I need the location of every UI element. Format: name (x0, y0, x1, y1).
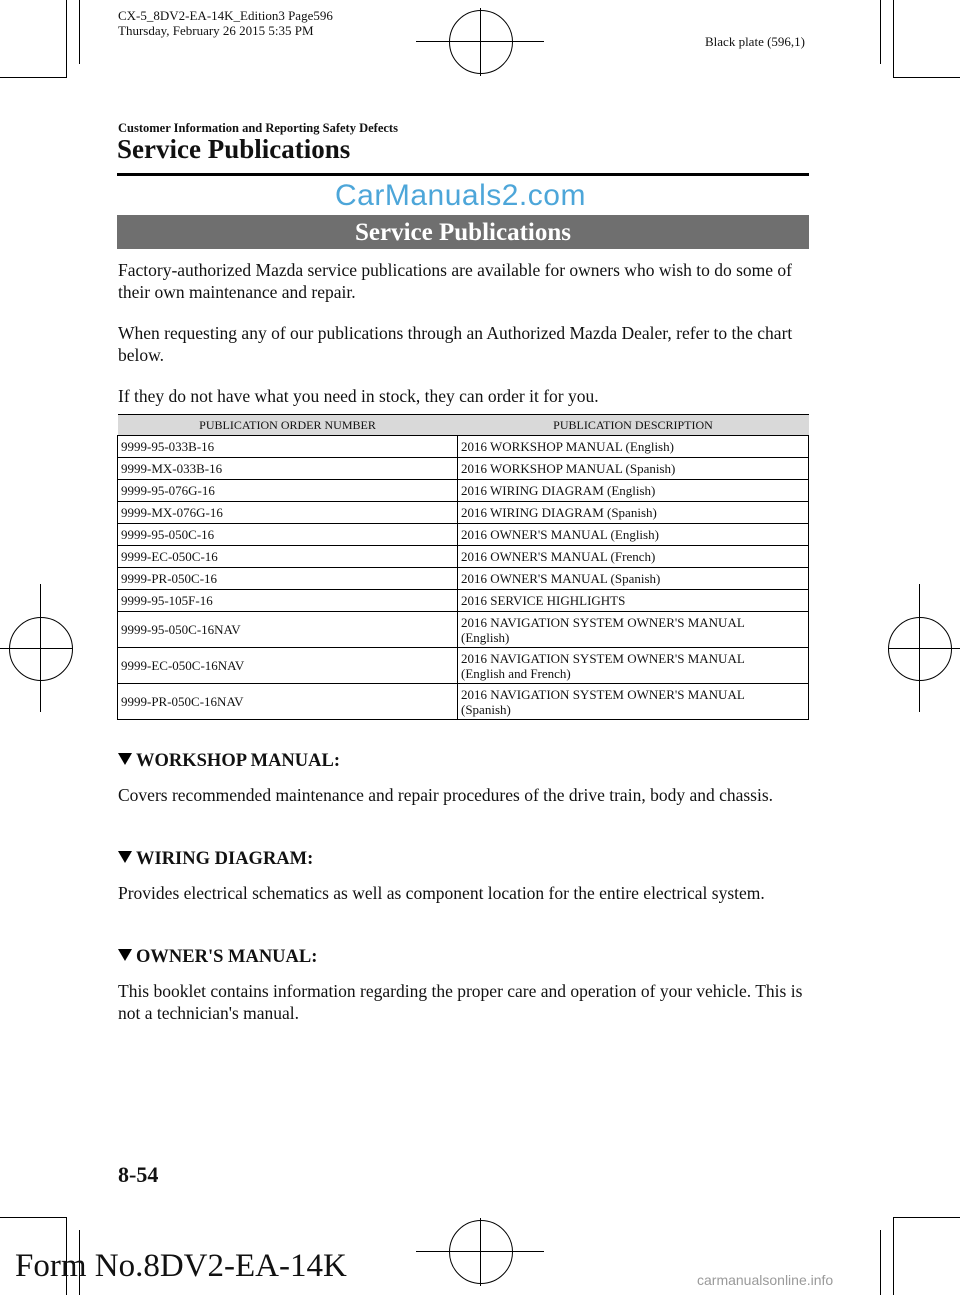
order-number-cell: 9999-EC-050C-16 (118, 546, 458, 568)
description-cell: 2016 OWNER'S MANUAL (English) (458, 524, 809, 546)
table-row (118, 546, 809, 568)
description-line: 2016 NAVIGATION SYSTEM OWNER'S MANUAL (461, 686, 745, 702)
description-language: (English) (461, 629, 510, 645)
description-cell (458, 612, 809, 648)
column-header-order-number: PUBLICATION ORDER NUMBER (118, 415, 458, 436)
wiring-diagram-body: Provides electrical schematics as well as component location for the entire electrical system. (118, 883, 765, 903)
order-number-cell: 9999-PR-050C-16NAV (118, 684, 458, 720)
order-number-cell: 9999-95-076G-16 (118, 480, 458, 502)
register-circle-icon (449, 10, 513, 74)
table-row (118, 502, 809, 524)
order-number-cell: 9999-95-105F-16 (118, 590, 458, 612)
crop-mark (880, 0, 881, 64)
print-file-line: CX-5_8DV2-EA-14K_Edition3 Page596 (118, 8, 333, 23)
watermark-logo: CarManuals2.com (335, 179, 586, 212)
description-cell: 2016 WIRING DIAGRAM (English) (458, 480, 809, 502)
order-number-cell: 9999-95-050C-16NAV (118, 612, 458, 648)
description-cell: 2016 WORKSHOP MANUAL (English) (458, 436, 809, 458)
intro-paragraph: Factory-authorized Mazda service publications are available for owners who wish to do some of their own maintenance and repair. (118, 260, 793, 302)
table-row (118, 480, 809, 502)
publications-table (117, 414, 809, 720)
crop-mark (880, 1230, 881, 1295)
table-row (118, 436, 809, 458)
crop-mark (894, 77, 960, 78)
table-row (118, 568, 809, 590)
description-cell: 2016 SERVICE HIGHLIGHTS (458, 590, 809, 612)
table-row (118, 524, 809, 546)
title-rule (117, 173, 809, 176)
intro-paragraph: When requesting any of our publications through an Authorized Mazda Dealer, refer to the chart below. (118, 323, 793, 365)
register-circle-icon (449, 1220, 513, 1284)
table-row (118, 590, 809, 612)
triangle-bullet-icon (118, 753, 132, 765)
description-cell: 2016 OWNER'S MANUAL (Spanish) (458, 568, 809, 590)
crop-mark (893, 1217, 894, 1295)
order-number-cell: 9999-EC-050C-16NAV (118, 648, 458, 684)
site-credit: carmanualsonline.info (697, 1272, 834, 1288)
triangle-bullet-icon (118, 949, 132, 961)
section-label: Customer Information and Reporting Safety Defects (118, 121, 398, 135)
workshop-manual-heading: WORKSHOP MANUAL: (118, 751, 340, 772)
description-cell: 2016 WORKSHOP MANUAL (Spanish) (458, 458, 809, 480)
order-number-cell: 9999-95-033B-16 (118, 436, 458, 458)
column-header-description: PUBLICATION DESCRIPTION (458, 415, 809, 436)
description-line: 2016 NAVIGATION SYSTEM OWNER'S MANUAL (461, 614, 745, 630)
description-language: (English and French) (461, 665, 571, 681)
owners-manual-body: This booklet contains information regarding the proper care and operation of your vehicle. This is not a technician's manual. (118, 981, 803, 1023)
owners-manual-heading: OWNER'S MANUAL: (118, 947, 317, 968)
intro-paragraph: If they do not have what you need in stock, they can order it for you. (118, 386, 599, 406)
register-circle-icon (888, 617, 952, 681)
table-row (118, 458, 809, 480)
form-number: Form No.8DV2-EA-14K (15, 1248, 347, 1284)
page-number: 8-54 (118, 1162, 159, 1187)
description-line: 2016 NAVIGATION SYSTEM OWNER'S MANUAL (461, 650, 745, 666)
crop-mark (0, 77, 66, 78)
table-row (118, 648, 809, 684)
print-date-line: Thursday, February 26 2015 5:35 PM (118, 23, 314, 38)
description-language: (Spanish) (461, 701, 511, 717)
triangle-bullet-icon (118, 851, 132, 863)
table-header-row (118, 415, 809, 436)
order-number-cell: 9999-95-050C-16 (118, 524, 458, 546)
order-number-cell: 9999-MX-033B-16 (118, 458, 458, 480)
description-cell (458, 648, 809, 684)
table-row (118, 684, 809, 720)
wiring-diagram-heading: WIRING DIAGRAM: (118, 849, 313, 870)
crop-mark (894, 1217, 960, 1218)
table-row (118, 612, 809, 648)
description-cell: 2016 OWNER'S MANUAL (French) (458, 546, 809, 568)
section-banner: Service Publications (117, 215, 809, 249)
print-plate: Black plate (596,1) (705, 34, 805, 49)
crop-mark (893, 0, 894, 78)
crop-mark (66, 0, 67, 78)
order-number-cell: 9999-PR-050C-16 (118, 568, 458, 590)
register-circle-icon (9, 617, 73, 681)
workshop-manual-body: Covers recommended maintenance and repair procedures of the drive train, body and chassis. (118, 785, 774, 805)
order-number-cell: 9999-MX-076G-16 (118, 502, 458, 524)
crop-mark (79, 0, 80, 64)
page-title: Service Publications (117, 134, 351, 164)
description-cell (458, 684, 809, 720)
crop-mark (0, 1217, 66, 1218)
description-cell: 2016 WIRING DIAGRAM (Spanish) (458, 502, 809, 524)
